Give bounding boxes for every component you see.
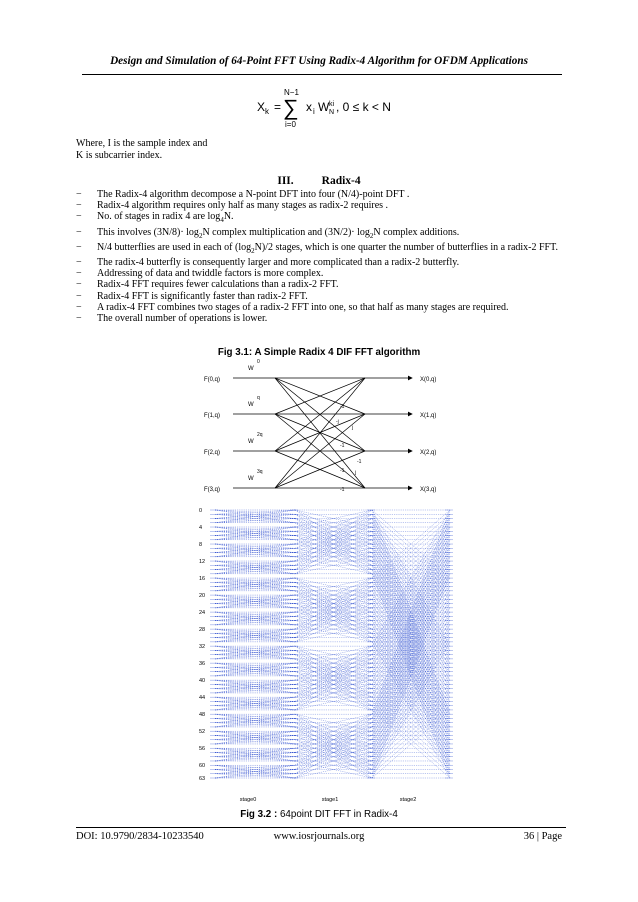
eq-equals: = (274, 100, 282, 114)
butterfly-coefficient-label: -1 (340, 468, 345, 474)
butterfly-coefficient-label: -1 (357, 459, 362, 465)
twiddle-exponent-label: 2q (257, 432, 263, 438)
bullet-text: N complex multiplication and (3N/2)· log (202, 226, 370, 238)
bullet-item (76, 200, 566, 211)
stage-label: stage0 (239, 797, 257, 803)
bullet-item (76, 257, 566, 268)
section-heading (0, 175, 638, 187)
footer-doi: DOI: 10.9790/2834-10233540 (76, 831, 204, 842)
eq-sum-lower: i=0 (285, 120, 296, 129)
twiddle-w-label: W (248, 402, 254, 408)
bullet-text: N/4 butterflies are used in each of (log (97, 241, 252, 253)
row-index-label: 20 (199, 593, 206, 600)
eq-sum-upper: N−1 (284, 88, 299, 97)
row-index-label: 28 (199, 627, 206, 634)
bullet-subscript: 4 (220, 216, 224, 225)
eq-term-sub: i (313, 107, 315, 116)
eq-twiddle: W (318, 100, 330, 114)
eq-condition: , 0 ≤ k < N (336, 100, 391, 114)
bullet-dash: − (76, 268, 82, 280)
fft64-flow-graph (0, 500, 638, 810)
row-index-label: 48 (199, 712, 206, 719)
bullet-item (76, 279, 566, 290)
row-index-label: 12 (199, 559, 206, 566)
bullet-item (76, 268, 566, 279)
bullet-text: N complex additions. (373, 226, 460, 238)
butterfly-output-label: X(1,q) (420, 413, 437, 419)
figure2-caption-label: Fig 3.2 : (240, 809, 278, 820)
butterfly-coefficient-label: -1 (340, 443, 345, 449)
butterfly-coefficient-label: -1 (340, 404, 345, 410)
eq-lhs: X (257, 100, 266, 114)
twiddle-exponent-label: q (257, 395, 260, 401)
butterfly-coefficient-label: -j (336, 419, 339, 425)
eq-twiddle-sup: ki (329, 101, 335, 108)
figure2-caption-text: 64point DIT FFT in Radix-4 (277, 809, 398, 820)
bullet-item (76, 242, 566, 257)
twiddle-w-label: W (248, 439, 254, 445)
twiddle-exponent-label: 0 (257, 359, 260, 365)
bullet-item (76, 313, 566, 324)
row-index-label: 36 (199, 661, 206, 668)
dft-equation (0, 86, 638, 130)
radix4-bullet-list (76, 189, 566, 324)
butterfly-output-label: X(3,q) (420, 487, 437, 493)
twiddle-w-label: W (248, 476, 254, 482)
footer-page-number: 36 | Page (523, 831, 562, 842)
bullet-item (76, 211, 566, 226)
bullet-text: Radix-4 FFT is significantly faster than radix-2 FFT. (97, 290, 308, 302)
row-index-label: 24 (199, 610, 206, 617)
row-index-label: 32 (199, 644, 206, 651)
bullet-text: Radix-4 FFT requires fewer calculations than a radix-2 FFT. (97, 279, 339, 291)
row-index-label: 56 (199, 746, 206, 753)
eq-twiddle-sub: N (329, 109, 335, 116)
butterfly-coefficient-label: j (352, 425, 354, 431)
butterfly-output-label: X(0,q) (420, 377, 437, 383)
section-number: III. (277, 175, 294, 187)
butterfly-input-label: F(3,q) (204, 487, 221, 493)
radix4-butterfly-diagram (0, 355, 638, 500)
row-index-label: 16 (199, 576, 206, 583)
figure1-caption: Fig 3.1: A Simple Radix 4 DIF FFT algorithm (217, 347, 421, 358)
bullet-item (76, 291, 566, 302)
bullet-text: This involves (3N/8)· log (97, 226, 199, 238)
stage-label: stage1 (321, 797, 339, 803)
bullet-text: The Radix-4 algorithm decompose a N-point DFT into four (N/4)-point DFT . (97, 189, 410, 200)
bullet-dash: − (76, 301, 82, 313)
footer-site[interactable]: www.iosrjournals.org (273, 831, 365, 842)
bullet-text: Addressing of data and twiddle factors is more complex. (97, 268, 324, 280)
where-line-2: K is subcarrier index. (76, 150, 163, 161)
bullet-text: The overall number of operations is lower. (97, 313, 268, 325)
bullet-subscript: 2 (251, 246, 255, 255)
stage-label: stage2 (399, 797, 417, 803)
twiddle-exponent-label: 3q (257, 469, 263, 475)
butterfly-input-label: F(0,q) (204, 377, 221, 383)
bullet-text: Radix-4 algorithm requires only half as many stages as radix-2 requires . (97, 200, 389, 212)
figure2-caption (0, 809, 638, 820)
butterfly-coefficient-label: -1 (340, 487, 345, 493)
butterfly-input-label: F(1,q) (204, 413, 221, 419)
footer-rule (76, 827, 566, 828)
bullet-dash: − (76, 279, 82, 291)
bullet-text: A radix-4 FFT combines two stages of a radix-2 FFT into one, so that half as many stages are required. (97, 301, 509, 313)
sigma-symbol: ∑ (283, 95, 299, 120)
bullet-subscript: 2 (198, 231, 203, 240)
bullet-dash: − (76, 241, 82, 253)
butterfly-input-label: F(2,q) (204, 450, 221, 456)
bullet-item (76, 189, 566, 200)
bullet-dash: − (76, 257, 82, 269)
bullet-text: The radix-4 butterfly is consequently larger and more complicated than a radix-2 butterfly. (97, 257, 460, 269)
bullet-item (76, 302, 566, 313)
bullet-text: N)/2 stages, which is one quarter the number of butterflies in a radix-2 FFT. (254, 241, 558, 253)
row-index-label: 60 (199, 763, 206, 770)
where-line-1: Where, I is the sample index and (76, 138, 208, 149)
row-index-label: 40 (199, 678, 206, 685)
bullet-dash: − (76, 226, 82, 238)
row-index-label: 44 (199, 695, 206, 702)
eq-lhs-sub: k (265, 107, 269, 116)
row-index-label: 4 (199, 525, 203, 532)
row-index-label: 63 (199, 776, 206, 782)
bullet-text: No. of stages in radix 4 are log (97, 211, 221, 223)
row-index-label: 52 (199, 729, 206, 736)
bullet-item (76, 227, 566, 242)
butterfly-coefficient-label: j (355, 470, 357, 476)
row-index-label: 0 (199, 508, 203, 514)
twiddle-w-label: W (248, 366, 254, 372)
butterfly-output-label: X(2,q) (420, 450, 437, 456)
header-rule (82, 74, 562, 75)
bullet-text: N. (223, 211, 234, 223)
bullet-dash: − (76, 290, 82, 302)
section-title: Radix-4 (321, 175, 361, 187)
bullet-subscript: 2 (369, 231, 374, 240)
running-header: Design and Simulation of 64-Point FFT Using Radix-4 Algorithm for OFDM Applications (110, 55, 528, 67)
eq-term: x (306, 100, 312, 114)
bullet-dash: − (76, 313, 82, 325)
row-index-label: 8 (199, 542, 203, 549)
bullet-dash: − (76, 211, 82, 223)
bullet-dash: − (76, 200, 82, 212)
bullet-dash: − (76, 189, 82, 200)
